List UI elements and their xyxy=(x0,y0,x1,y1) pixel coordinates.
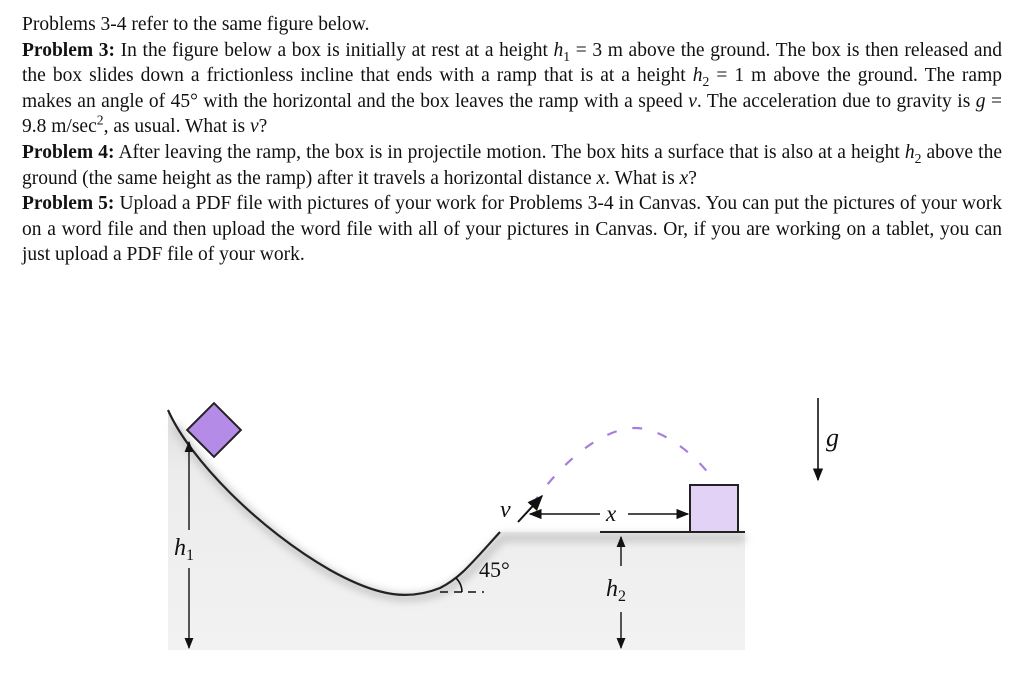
problem-3-label: Problem 3: xyxy=(22,39,116,61)
trajectory-dashed xyxy=(532,428,710,505)
problem-4-label: Problem 4: xyxy=(22,141,115,163)
landing-box xyxy=(690,485,738,532)
angle-label: 45° xyxy=(479,557,510,582)
x-label: x xyxy=(606,501,617,526)
g-label: g xyxy=(826,423,839,452)
problem-4: Problem 4: After leaving the ramp, the box is in projectile motion. The box hits a surface that is also at a height $h_2$ above the ground (the same height as the ramp) after it travels a horizontal distance x. What is x? xyxy=(22,141,1002,189)
h1-label: $h_1$ xyxy=(174,535,194,564)
ground-fill xyxy=(168,410,745,650)
v-label: v xyxy=(500,497,511,523)
velocity-arrow xyxy=(518,496,542,522)
problem-5: Problem 5: Upload a PDF file with pictures of your work for Problems 3-4 in Canvas. You can put the pictures of your work on a word file and then upload the word file with all of your pictures in Canvas. Or, if you are working on a tablet, you can just upload a PDF file of your work. xyxy=(22,193,1002,266)
problem-5-label: Problem 5: xyxy=(22,193,115,215)
h2-label: $h_2$ xyxy=(606,576,626,605)
intro-line: Problems 3-4 refer to the same figure below. xyxy=(22,14,370,35)
problem-3: Problem 3: In the figure below a box is initially at rest at a height $h_1 = 3$ m above the ground. The box is then released and the box slides down a frictionless incline that ends with a ramp that is at a height $h_2 = 1$ m above the ground. The ramp makes an angle of 45° with the horizontal and the box leaves the ramp with a speed v. The acceleration due to gravity is g = 9.8 $m/\sec^2$, as usual. What is v? xyxy=(22,39,1002,138)
